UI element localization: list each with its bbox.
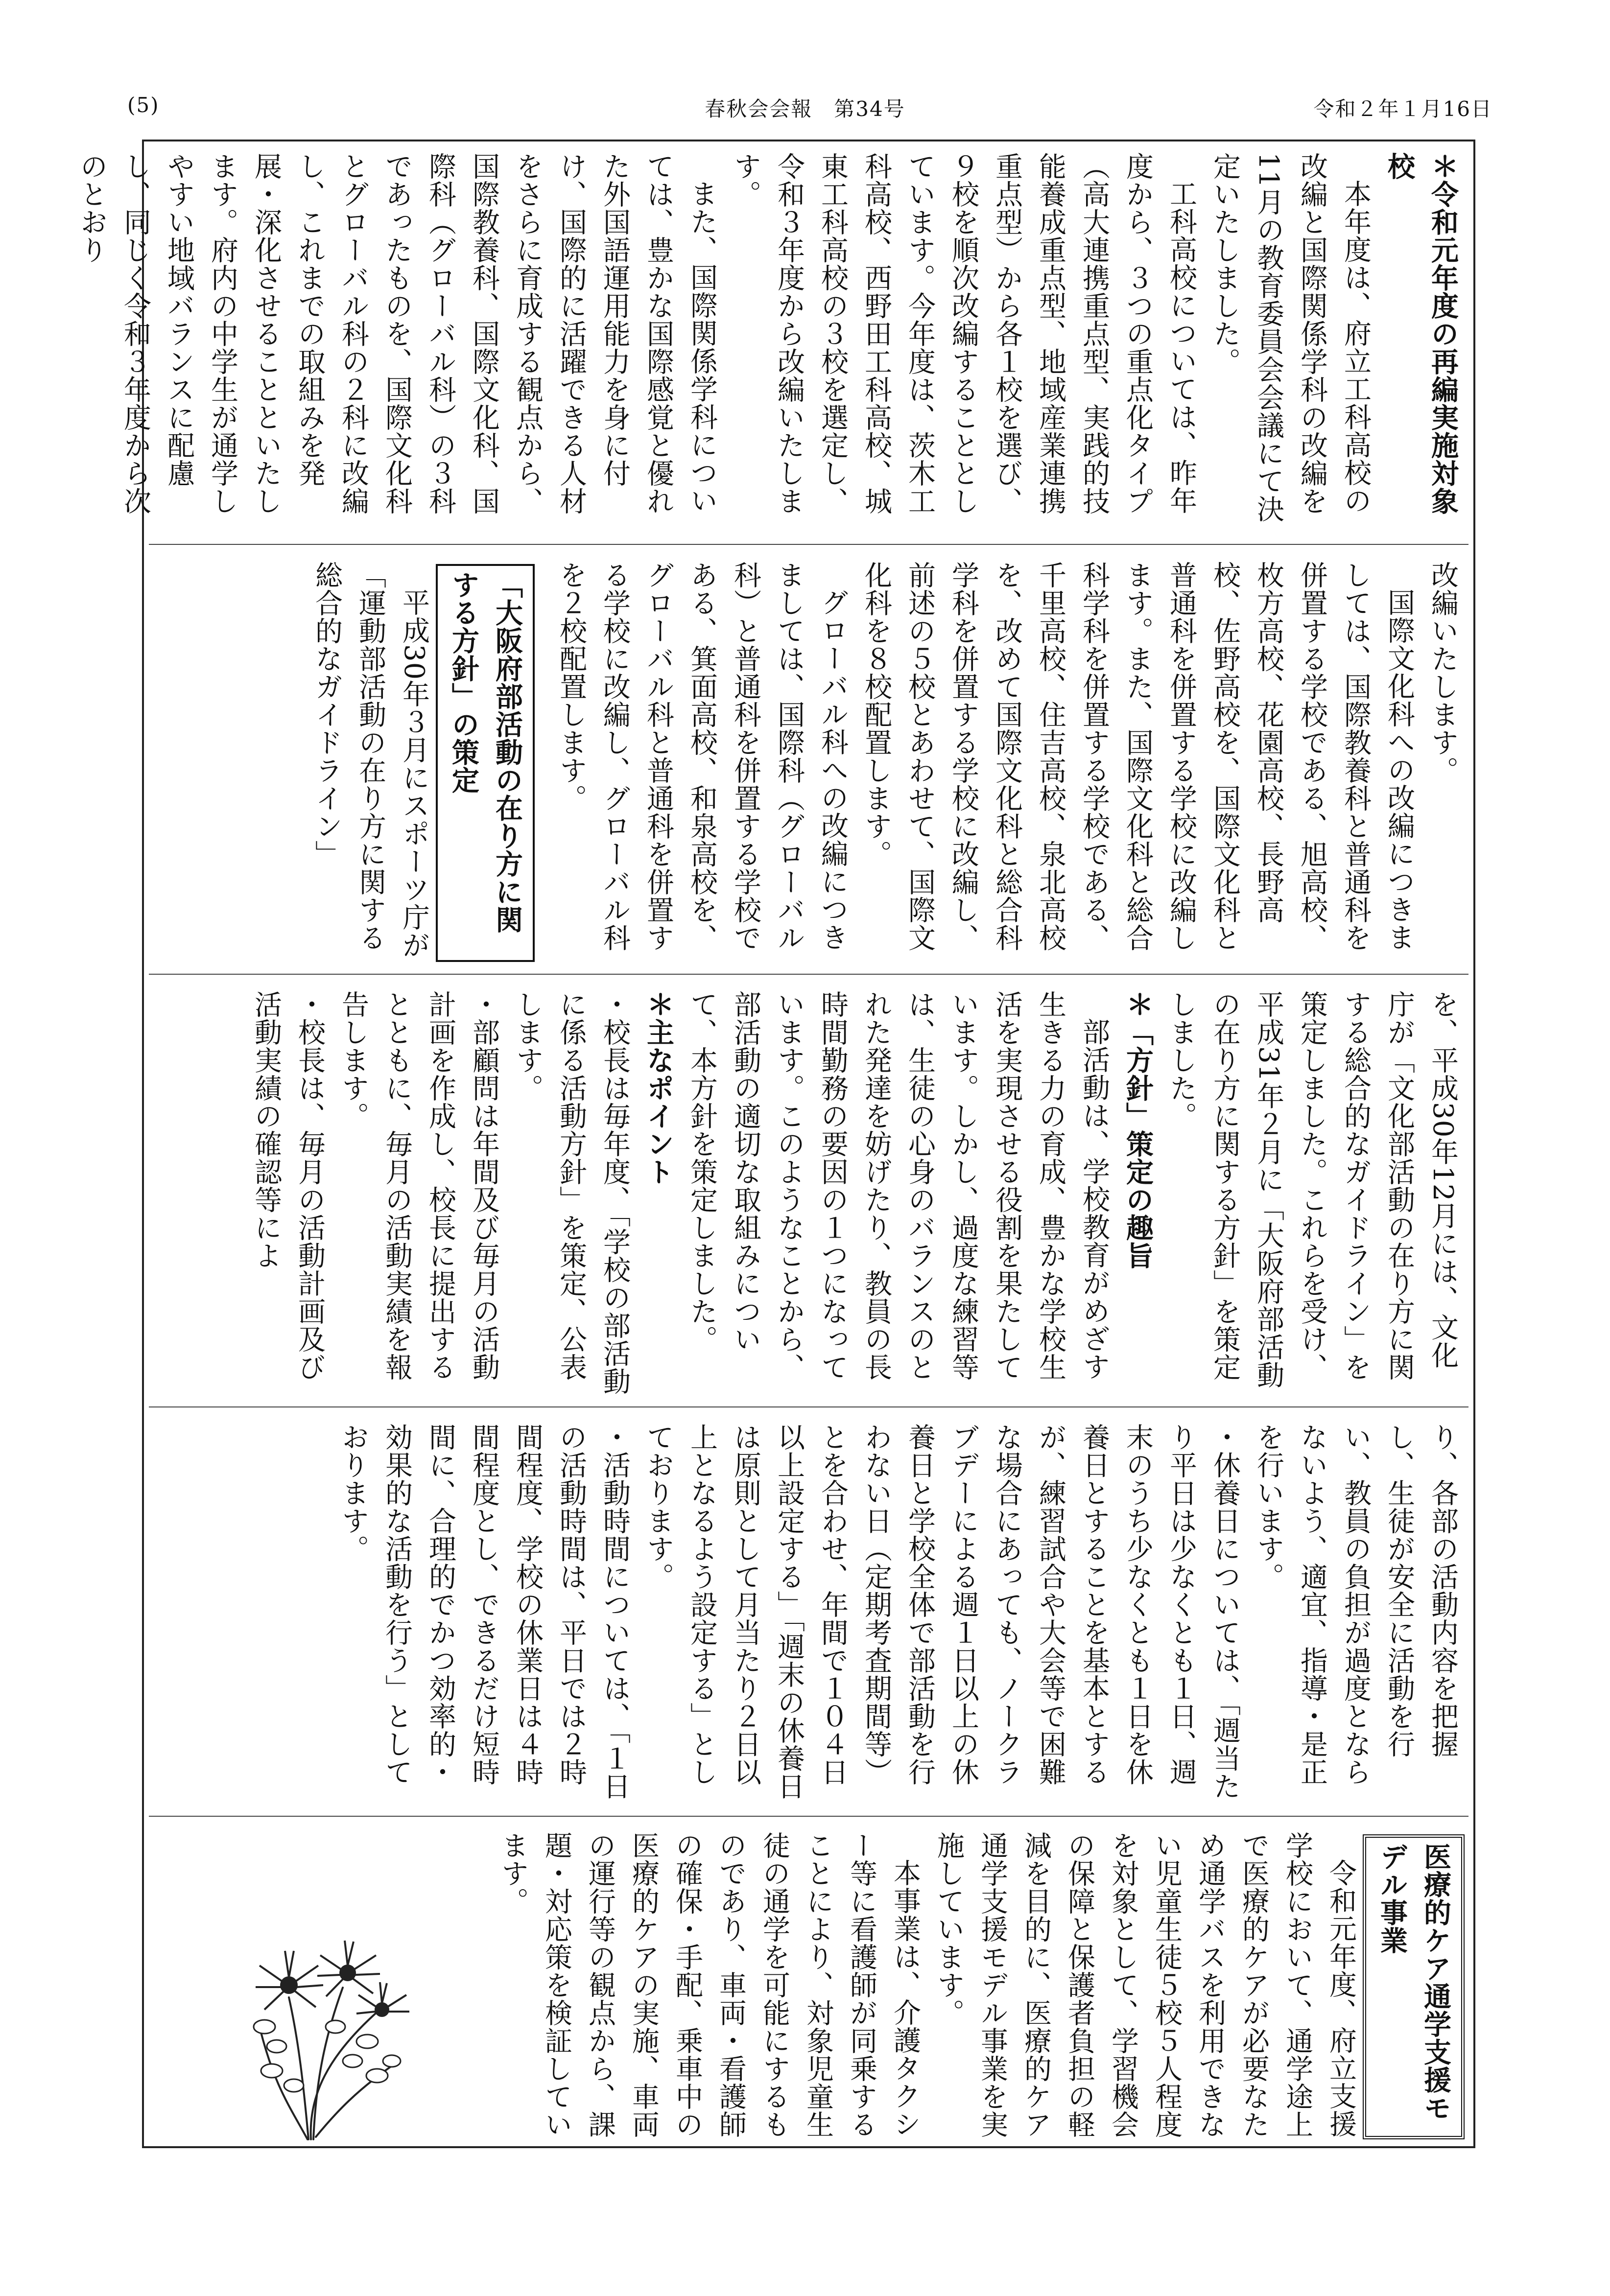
paragraph: グローバル科への改編につきましては、国際科（グローバル科）と普通科を併置する学校である、箕面高校、和泉高校を、グローバル科と普通科を併置する学校に改編し、グローバル科を２校配置します。 (555, 561, 849, 952)
band-4-text (337, 1423, 1465, 1807)
article-frame (76, 140, 1475, 2148)
section-heading-main-points: ＊主なポイント (642, 990, 674, 1186)
bullet-item: ・活動時間については、「１日の活動時間は、平日では２時間程度、学校の休業日は４時間程度とし、できるだけ短時間に、合理的でかつ効率的・効果的な活動を行う」としております。 (337, 1423, 631, 1800)
paragraph: 部活動は、学校教育がめざす生きる力の育成、豊かな学校生活を実現させる役割を果たしています。しかし、過度な練習等は、生徒の心身のバランスのとれた発達を妨げたり、教員の長時間勤務の要因の１つになっています。このようなことから、部活動の適切な取組みについて、本方針を策定しました。 (686, 990, 1110, 1381)
band-3 (144, 980, 1473, 1401)
paragraph: 平成30年３月にスポーツ庁が「運動部活動の在り方に関する総合的なガイドライン」 (311, 561, 430, 960)
band-2 (144, 550, 1473, 969)
section-heading-reorganization: ＊令和元年度の再編実施対象校 (1383, 152, 1459, 515)
boxed-heading-club-policy: 「大阪府部活動の在り方に関する方針」の策定 (436, 564, 535, 962)
divider (149, 1816, 1468, 1817)
divider (149, 1406, 1468, 1407)
bullet-item: ・休養日については、「週当たり平日は少なくとも１日、週末のうち少なくとも１日を休養日とすることを基本とするが、練習試合や大会等で困難な場合にあっても、ノークラブデーによる週１日以上の休養日と学校全体で部活動を行わない日（定期考査期間等）とを合わせ、年間で１０４日以上設定する」「週末の休養日は原則として月当たり２日以上となるよう設定する」としております。 (642, 1423, 1241, 1800)
bullet-item: ・校長は、毎月の活動計画及び活動実績の確認等によ (250, 990, 326, 1381)
bullet-item: ・部顧問は年間及び毎月の活動計画を作成し、校長に提出するとともに、毎月の活動実績を報告します。 (337, 990, 500, 1381)
paragraph: また、国際関係学科については、豊かな国際感覚と優れた外国語運用能力を身に付け、国際的に活躍できる人材をさらに育成する観点から、国際教養科、国際文化科、国際科（グローバル科）の３科であったものを、国際文化科とグローバル科の２科に改編し、これまでの取組みを発展・深化させることといたします。府内の中学生が通学しやすい地域バランスに配慮し、同じく令和３年度から次のとおり (76, 152, 718, 515)
band-5-text (497, 1831, 1465, 2142)
paragraph: を、平成30年12月には、文化庁が「文化部活動の在り方に関する総合的なガイドライン」を策定しました。これらを受け、平成31年２月に「大阪府部活動の在り方に関する方針」を策定しました。 (1165, 990, 1459, 1389)
band-3-text (153, 990, 1465, 1397)
section-heading-policy-purpose: ＊「方針」策定の趣旨 (1122, 990, 1154, 1269)
issue-date: 令和２年１月16日 (1313, 97, 1492, 121)
page-number: (5) (127, 93, 160, 117)
paragraph: 本事業は、介護タクシー等に看護師が同乗することにより、対象児童生徒の通学を可能にするものであり、車両・看護師の確保・手配、乗車中の医療的ケアの実施、車両の運行等の観点から、課題・対応策を検証しています。 (497, 1831, 921, 2138)
paragraph: 工科高校については、昨年度から、３つの重点化タイプ（高大連携重点型、実践的技能養成重点型、地域産業連携重点型）から各１校を選び、９校を順次改編することとしています。今年度は、茨木工科高校、西野田工科高校、城東工科高校の３校を選定し、令和３年度から改編いたします。 (730, 152, 1197, 515)
divider (149, 974, 1468, 975)
paragraph: 本年度は、府立工科高校の改編と国際関係学科の改編を11月の教育委員会会議にて決定いたしました。 (1209, 152, 1372, 523)
band-2-text (153, 561, 1465, 965)
band-1 (76, 141, 1473, 538)
paragraph: 令和元年度、府立支援学校において、通学途上で医療的ケアが必要なため通学バスを利用できない児童生徒５校５人程度を対象として、学習機会の保障と保護者負担の軽減を目的に、医療的ケア通学支援モデル事業を実施しています。 (933, 1831, 1357, 2138)
paragraph: 改編いたします。 (1427, 561, 1459, 784)
flower-illustration (230, 1880, 421, 2144)
band-4 (144, 1412, 1473, 1811)
publication-title: 春秋会会報 第34号 (705, 97, 905, 121)
band-1-text (76, 152, 1465, 534)
paragraph: り、各部の活動内容を把握し、生徒が安全に活動を行い、教員の負担が過度とならないよう、適宜、指導・是正を行います。 (1253, 1423, 1459, 1786)
boxed-heading-medical-care: 医療的ケア通学支援モデル事業 (1363, 1834, 1465, 2139)
divider (149, 544, 1468, 545)
bullet-item: ・校長は毎年度、「学校の部活動に係る活動方針」を策定、公表します。 (512, 990, 631, 1395)
paragraph: 国際文化科への改編につきましては、国際教養科と普通科を併置する学校である、旭高校、枚方高校、花園高校、長野高校、佐野高校を、国際文化科と普通科を併置する学校に改編します。また、国際文化科と総合科学科を併置する学校である、千里高校、住吉高校、泉北高校を、改めて国際文化科と総合科学科を併置する学校に改編し、前述の５校とあわせて、国際文化科を８校配置します。 (860, 561, 1415, 952)
